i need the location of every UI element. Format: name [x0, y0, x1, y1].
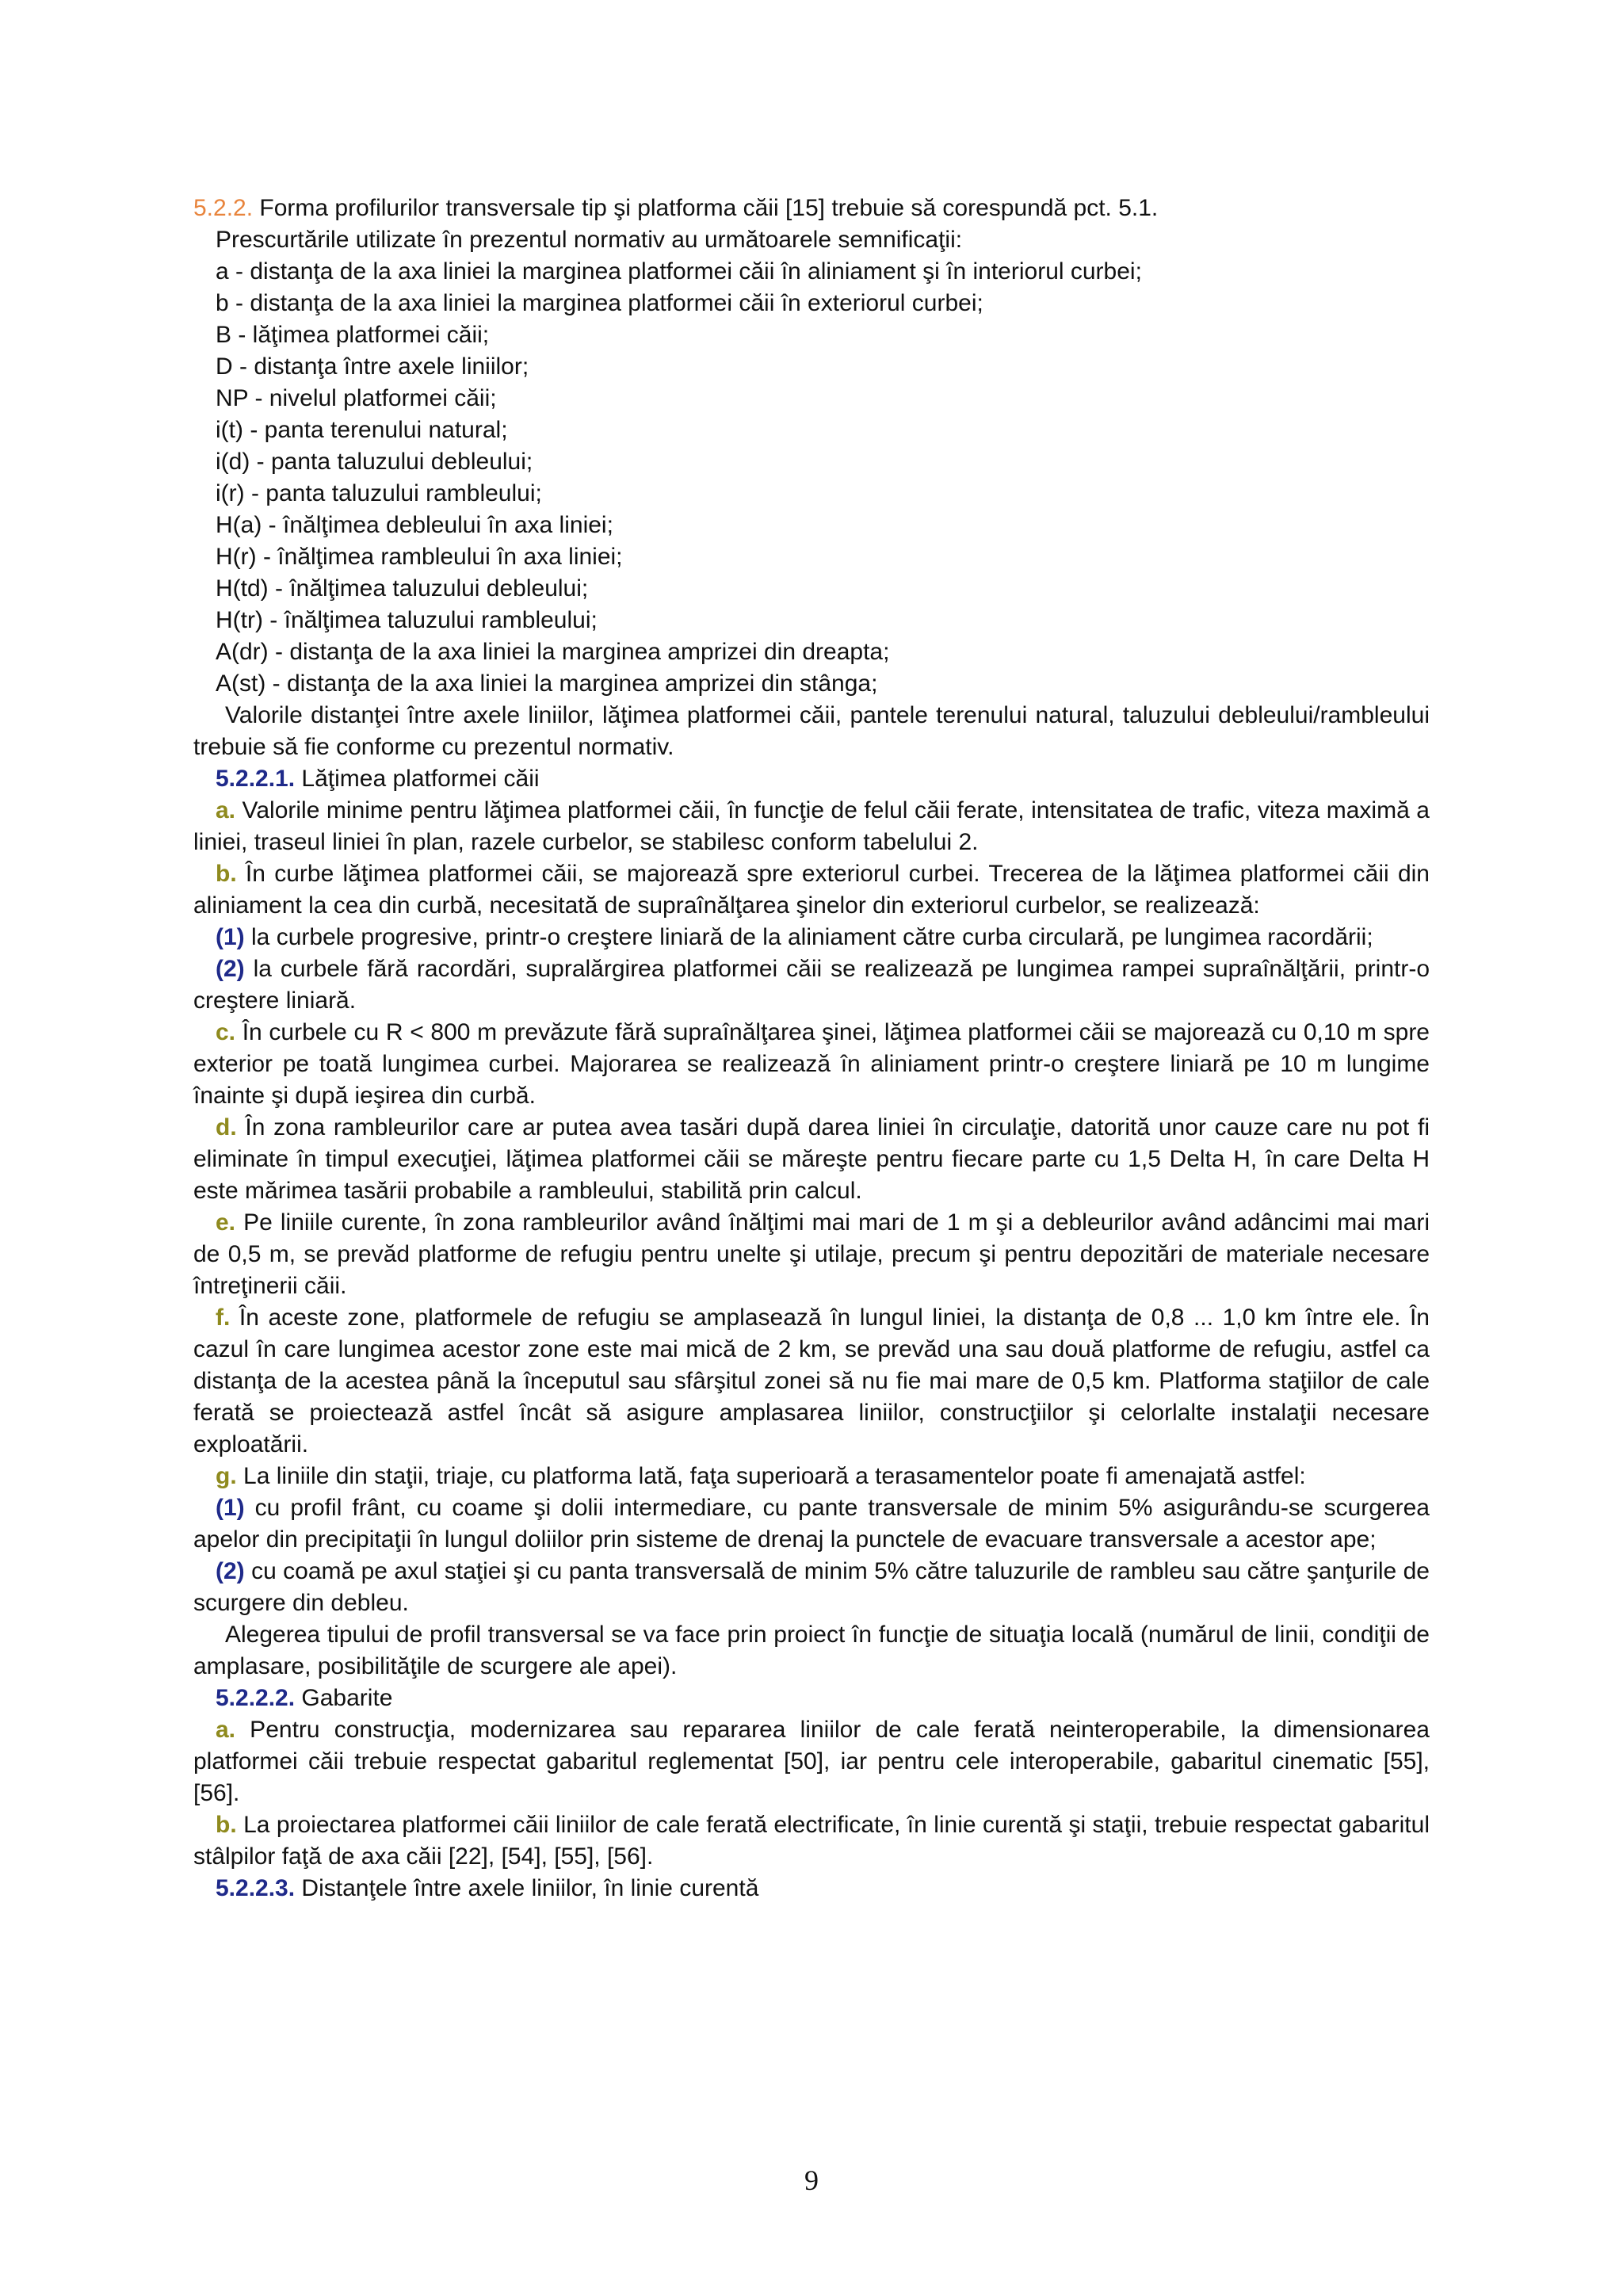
- intro-paragraph: 5.2.2. Forma profilurilor transversale tip şi platforma căii [15] trebuie să corespundă pct. 5.1.: [193, 195, 1159, 221]
- abbreviation-item: B - lăţimea platformei căii;: [216, 322, 490, 348]
- abbreviation-item: A(st) - distanţa de la axa liniei la marginea amprizei din stânga;: [216, 670, 878, 697]
- paragraph-g-2: (2) cu coamă pe axul staţiei şi cu panta transversală de minim 5% către taluzurile de rambleu sau către şanţurile de scurgere din debleu.: [193, 1558, 1430, 1616]
- abbreviation-item: D - distanţa între axele liniilor;: [216, 353, 529, 380]
- abbreviation-item: A(dr) - distanţa de la axa liniei la marginea amprizei din dreapta;: [216, 639, 890, 665]
- paragraph-b-1: (1) la curbele progresive, printr-o creştere liniară de la aliniament către curba circulară, pe lungimea racordării;: [216, 924, 1373, 950]
- section-heading-5-2-2-3: 5.2.2.3. Distanţele între axele liniilor, în linie curentă: [216, 1875, 759, 1901]
- abbreviation-item: i(r) - panta taluzului rambleului;: [216, 480, 542, 506]
- abbreviation-item: H(td) - înălţimea taluzului debleului;: [216, 575, 589, 602]
- paragraph-a: a. Valorile minime pentru lăţimea platformei căii, în funcţie de felul căii ferate, intensitatea de trafic, viteza maximă a liniei, traseul liniei în plan, razele curbelor, se stabilesc conform tabelului 2.: [193, 797, 1430, 855]
- page-number: 9: [804, 2164, 819, 2196]
- paragraph-d: d. În zona rambleurilor care ar putea avea tasări după darea liniei în circulaţie, datorită unor cauze care nu pot fi eliminate în timpul execuţiei, lăţimea platformei căii se măreşte pentru fiecare parte cu 1,5 Delta H, în care Delta H este mărimea tasării probabile a rambleului, stabilită prin calcul.: [193, 1114, 1430, 1204]
- abbreviations-list: [193, 256, 1430, 700]
- abbreviation-item: a - distanţa de la axa liniei la marginea platformei căii în aliniament şi în interiorul curbei;: [216, 258, 1142, 285]
- paragraph-c: c. În curbele cu R < 800 m prevăzute fără supraînălţarea şinei, lăţimea platformei căii se majorează cu 0,10 m spre exterior pe toată lungimea curbei. Majorarea se realizează în aliniament printr-o creştere liniară pe 10 m lungime înainte şi după ieşirea din curbă.: [193, 1019, 1430, 1109]
- paragraph-e: e. Pe liniile curente, în zona rambleurilor având înălţimi mai mari de 1 m şi a debleurilor având adâncimi mai mari de 0,5 m, se prevăd platforme de refugiu pentru unelte şi utilaje, precum şi pentru depozitări de materiale necesare întreţinerii căii.: [193, 1209, 1430, 1299]
- section-heading-5-2-2-1: 5.2.2.1. Lăţimea platformei căii: [216, 766, 540, 792]
- paragraph-g: g. La liniile din staţii, triaje, cu platforma lată, faţa superioară a terasamentelor poate fi amenajată astfel:: [216, 1463, 1306, 1489]
- paragraph-g-1: (1) cu profil frânt, cu coame şi dolii intermediare, cu pante transversale de minim 5% asigurându-se scurgerea apelor din precipitaţii în lungul doliilor prin sisteme de drenaj la punctele de evacuare transversale a acestor ape;: [193, 1495, 1430, 1553]
- abbreviation-item: i(t) - panta terenului natural;: [216, 417, 508, 443]
- paragraph-b: b. În curbe lăţimea platformei căii, se majorează spre exteriorul curbei. Trecerea de la lăţimea platformei căii din aliniament la cea din curbă, necesitată de supraînălţarea şinelor din exteriorul curbelor, se realizează:: [193, 861, 1430, 919]
- section-heading-5-2-2-2: 5.2.2.2. Gabarite: [216, 1685, 393, 1711]
- values-paragraph: Valorile distanţei între axele liniilor, lăţimea platformei căii, pantele terenului natural, taluzului debleului/rambleului trebuie să fie conforme cu prezentul normativ.: [193, 702, 1430, 760]
- abbreviation-item: H(a) - înălţimea debleului în axa liniei;: [216, 512, 613, 538]
- gabarite-paragraph-b: b. La proiectarea platformei căii liniilor de cale ferată electrificate, în linie curentă şi staţii, trebuie respectat gabaritul stâlpilor faţă de axa căii [22], [54], [55], [56].: [193, 1812, 1430, 1870]
- profile-choice-paragraph: Alegerea tipului de profil transversal se va face prin proiect în funcţie de situaţia locală (numărul de linii, condiţii de amplasare, posibilităţile de scurgere ale apei).: [193, 1622, 1430, 1679]
- gabarite-paragraph-a: a. Pentru construcţia, modernizarea sau repararea liniilor de cale ferată neinteroperabile, la dimensionarea platformei căii trebuie respectat gabaritul reglementat [50], iar pentru cele interoperabile, gabaritul cinematic [55], [56].: [193, 1717, 1430, 1806]
- paragraph-f: f. În aceste zone, platformele de refugiu se amplasează în lungul liniei, la distanţa de 0,8 ... 1,0 km între ele. În cazul în care lungimea acestor zone este mai mică de 2 km, se prevăd una sau două platforme de refugiu, astfel ca distanţa de la acestea până la începutul sau sfârşitul zonei să nu fie mai mare de 0,5 km. Platforma staţiilor de cale ferată se proiectează astfel încât să asigure amplasarea liniilor, construcţiilor şi celorlalte instalaţii necesare exploatării.: [193, 1305, 1430, 1457]
- section-number: 5.2.2.: [193, 195, 254, 221]
- abbreviation-item: b - distanţa de la axa liniei la marginea platformei căii în exteriorul curbei;: [216, 290, 983, 316]
- abbreviations-heading: Prescurtările utilizate în prezentul normativ au următoarele semnificaţii:: [216, 227, 963, 253]
- abbreviation-item: H(tr) - înălţimea taluzului rambleului;: [216, 607, 598, 633]
- abbreviation-item: H(r) - înălţimea rambleului în axa liniei;: [216, 544, 623, 570]
- abbreviation-item: i(d) - panta taluzului debleului;: [216, 449, 533, 475]
- paragraph-b-2: (2) la curbele fără racordări, supralărgirea platformei căii se realizează pe lungimea rampei supraînălţării, printr-o creştere liniară.: [193, 956, 1430, 1014]
- document-body: [193, 193, 1430, 1904]
- abbreviation-item: NP - nivelul platformei căii;: [216, 385, 497, 411]
